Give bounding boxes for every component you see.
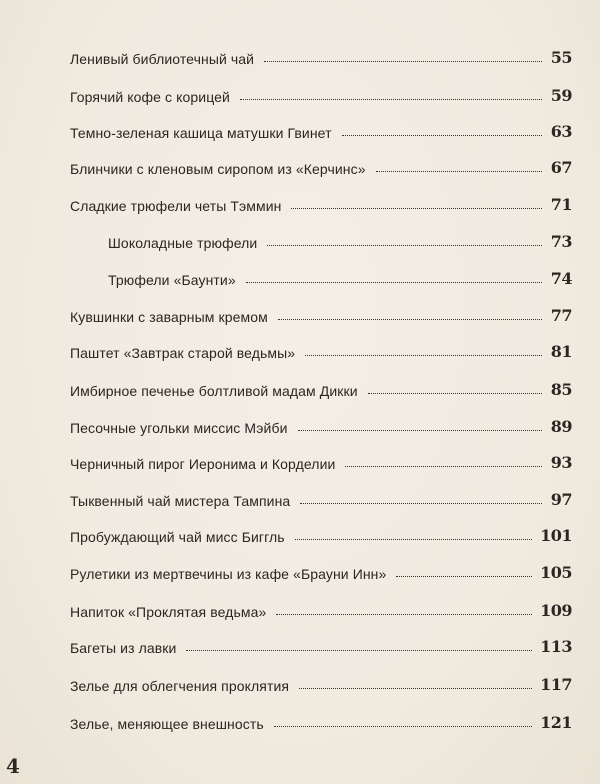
- toc-entry-title: Горячий кофе с корицей: [70, 89, 230, 105]
- toc-entry: [70, 670, 572, 694]
- toc-entry-title: Багеты из лавки: [70, 640, 177, 656]
- dot-leader: [267, 245, 542, 246]
- toc-entry: [70, 117, 572, 141]
- toc-entry-page: 63: [550, 122, 572, 141]
- toc-entry-page: 93: [550, 453, 572, 472]
- toc-entry-title: Имбирное печенье болтливой мадам Дикки: [70, 383, 358, 399]
- toc-entry-page: 77: [550, 306, 572, 325]
- toc-entry: [70, 190, 572, 214]
- toc-entry-page: 97: [550, 490, 572, 509]
- dot-leader: [295, 539, 532, 540]
- toc-entry: [70, 375, 572, 399]
- toc-entry: [70, 448, 572, 472]
- toc-entry-page: 121: [540, 713, 572, 732]
- toc-entry-title: Напиток «Проклятая ведьма»: [70, 604, 267, 620]
- toc-entry-title: Пробуждающий чай мисс Биггль: [70, 529, 285, 545]
- dot-leader: [368, 393, 542, 394]
- toc-entry-title: Рулетики из мертвечины из кафе «Брауни Инн»: [70, 566, 387, 582]
- toc-entry-page: 71: [550, 195, 572, 214]
- dot-leader: [186, 650, 532, 651]
- toc-entry: [70, 43, 572, 67]
- page-number: 4: [6, 754, 20, 778]
- dot-leader: [299, 688, 532, 689]
- toc-entry-title: Ленивый библиотечный чай: [70, 51, 255, 67]
- dot-leader: [240, 99, 542, 100]
- toc-entry: [70, 301, 572, 325]
- toc-entry-page: 73: [550, 232, 572, 251]
- toc-entry-title: Темно-зеленая кашица матушки Гвинет: [70, 125, 332, 141]
- toc-entry: [70, 412, 572, 436]
- toc-entry: [108, 227, 572, 251]
- toc-entry-page: 59: [550, 86, 572, 105]
- toc-entry: [70, 708, 572, 732]
- toc-entry: [70, 596, 572, 620]
- dot-leader: [300, 503, 542, 504]
- dot-leader: [305, 355, 542, 356]
- toc-entry: [70, 632, 572, 656]
- toc-entry-title: Кувшинки с заварным кремом: [70, 309, 268, 325]
- toc-entry-title: Трюфели «Баунти»: [108, 272, 236, 288]
- dot-leader: [342, 135, 542, 136]
- toc-entry: [70, 337, 572, 361]
- dot-leader: [246, 282, 542, 283]
- toc-entry-title: Тыквенный чай мистера Тампина: [70, 493, 291, 509]
- dot-leader: [276, 614, 532, 615]
- toc-entry-title: Паштет «Завтрак старой ведьмы»: [70, 345, 296, 361]
- toc-entry-title: Песочные угольки миссис Мэйби: [70, 420, 288, 436]
- toc-entry: [108, 264, 572, 288]
- toc-entry-page: 109: [540, 601, 572, 620]
- toc-entry: [70, 558, 572, 582]
- toc-entry: [70, 153, 572, 177]
- dot-leader: [345, 466, 542, 467]
- toc-entry-page: 67: [550, 158, 572, 177]
- toc-entry-page: 117: [540, 675, 572, 694]
- dot-leader: [376, 171, 542, 172]
- toc-entry-title: Черничный пирог Иеронима и Корделии: [70, 456, 336, 472]
- toc-entry-page: 55: [550, 48, 572, 67]
- toc-entry-title: Зелье для облегчения проклятия: [70, 678, 290, 694]
- dot-leader: [274, 726, 532, 727]
- toc-entry-page: 101: [540, 526, 572, 545]
- dot-leader: [396, 576, 532, 577]
- dot-leader: [298, 430, 542, 431]
- toc-entry-page: 85: [550, 380, 572, 399]
- toc-entry-page: 74: [550, 269, 572, 288]
- toc-entry-title: Шоколадные трюфели: [108, 235, 258, 251]
- toc-entry-page: 113: [540, 637, 572, 656]
- dot-leader: [264, 61, 542, 62]
- toc-entry-page: 81: [550, 342, 572, 361]
- toc-entry-page: 105: [540, 563, 572, 582]
- dot-leader: [291, 208, 542, 209]
- toc-entry: [70, 81, 572, 105]
- toc-entry-title: Блинчики с кленовым сиропом из «Керчинс»: [70, 161, 366, 177]
- toc-entry: [70, 521, 572, 545]
- dot-leader: [278, 319, 542, 320]
- toc-entry: [70, 485, 572, 509]
- toc-entry-title: Зелье, меняющее внешность: [70, 716, 264, 732]
- toc-entry-title: Сладкие трюфели четы Тэммин: [70, 198, 282, 214]
- toc-entry-page: 89: [550, 417, 572, 436]
